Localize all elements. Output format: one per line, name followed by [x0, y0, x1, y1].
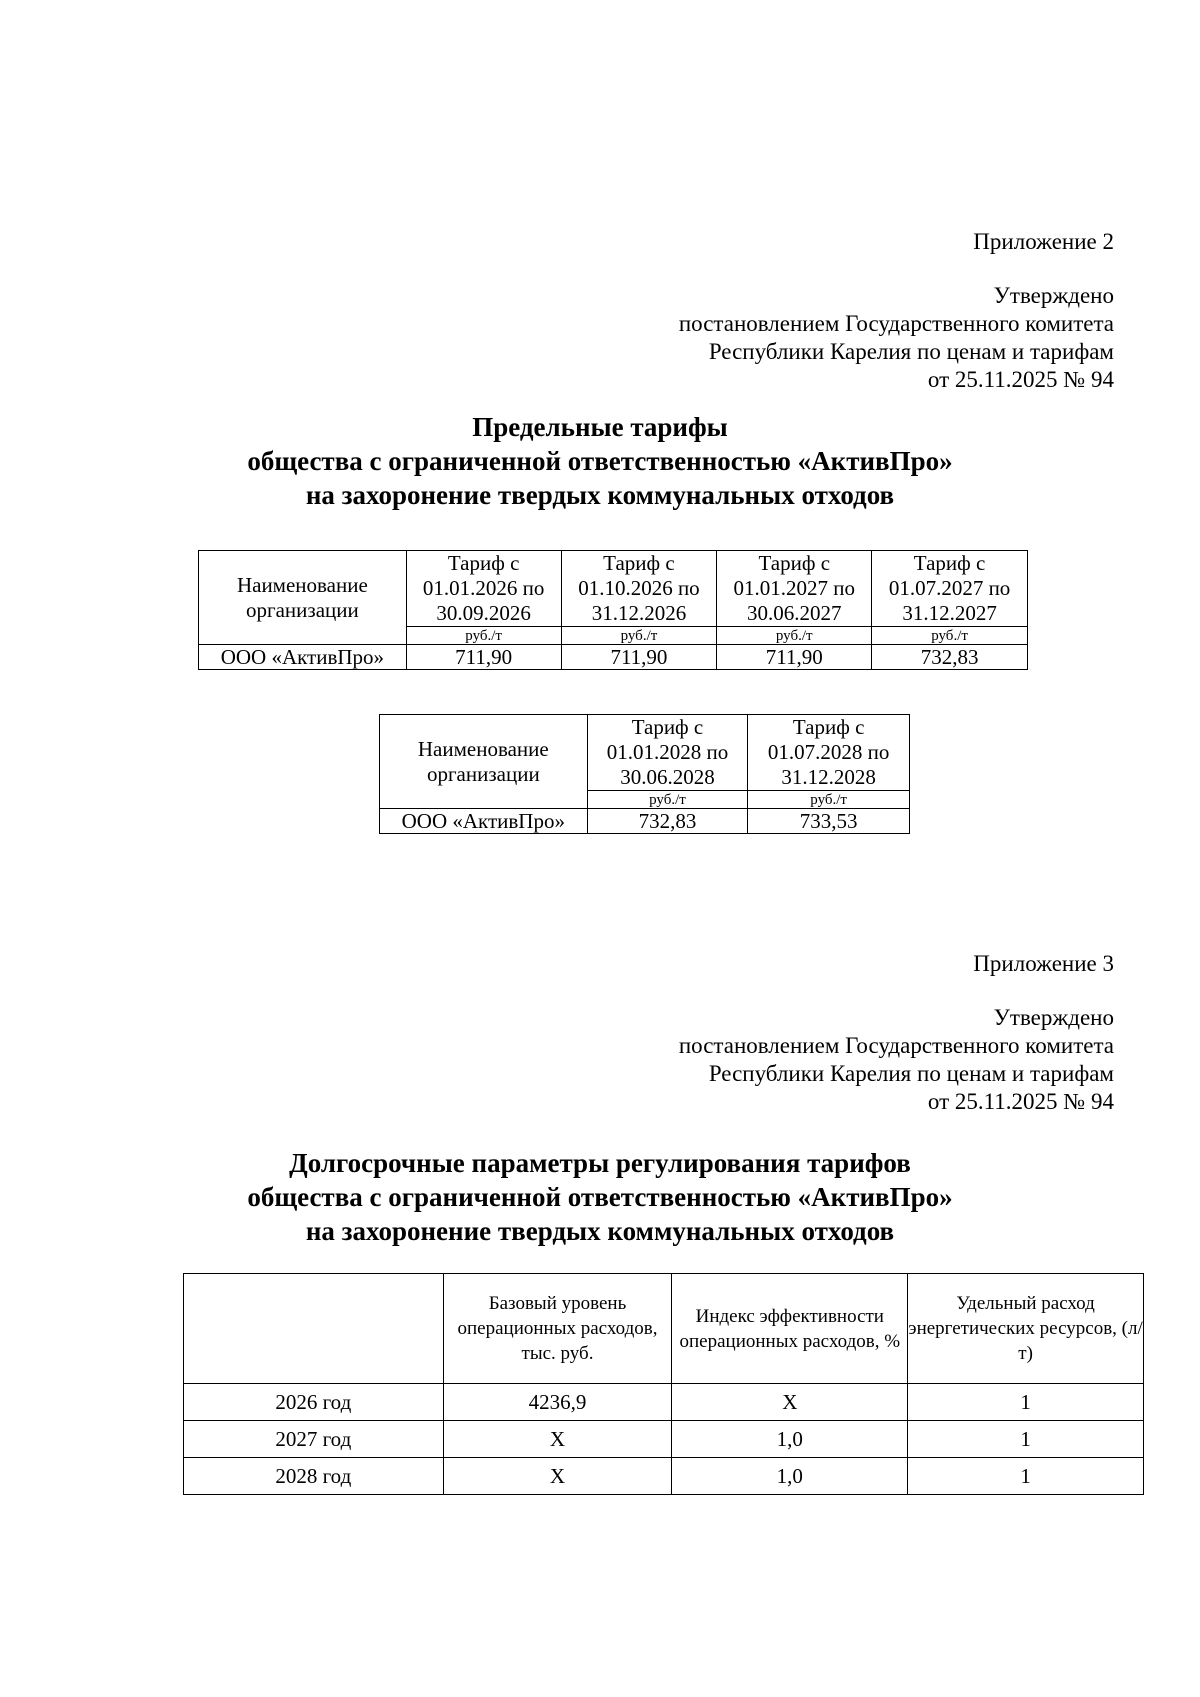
tariff-value-cell: 711,90 [717, 645, 872, 670]
param-value-cell: 1 [908, 1384, 1144, 1421]
appendix-3-label: Приложение 3 [973, 951, 1114, 976]
param-value-cell: X [443, 1421, 672, 1458]
tariff-period-header: Тариф с 01.07.2028 по 31.12.2028 [748, 715, 910, 791]
unit-cell: руб./т [406, 627, 561, 645]
empty-header-cell [184, 1274, 444, 1384]
table-row [184, 1421, 1144, 1458]
org-name-cell: ООО «АктивПро» [380, 809, 588, 834]
param-header: Удельный расход энергетических ресурсов, (л/т) [908, 1274, 1144, 1384]
tariff-value-cell: 732,83 [587, 809, 748, 834]
tariff-value-cell: 711,90 [406, 645, 561, 670]
param-header: Базовый уровень операционных расходов, тыс. руб. [443, 1274, 672, 1384]
appendix-3-title: Долгосрочные параметры регулирования тарифов общества с ограниченной ответственностью «АктивПро» на захоронение твердых коммунальных отходов [247, 1148, 953, 1246]
unit-cell: руб./т [872, 627, 1028, 645]
param-value-cell: 1,0 [672, 1458, 908, 1495]
org-name-cell: ООО «АктивПро» [199, 645, 407, 670]
table-row [184, 1458, 1144, 1495]
tariff-period-header: Тариф с 01.01.2026 по 30.09.2026 [406, 551, 561, 627]
tariff-table-1 [198, 550, 1028, 670]
unit-cell: руб./т [748, 791, 910, 809]
approval-block-2: Утверждено постановлением Государственного комитета Республики Карелия по ценам и тарифам от 25.11.2025 № 94 [678, 283, 1114, 392]
tariff-period-header: Тариф с 01.10.2026 по 31.12.2026 [561, 551, 717, 627]
param-header: Индекс эффективности операционных расходов, % [672, 1274, 908, 1384]
param-value-cell: X [443, 1458, 672, 1495]
appendix-2-title: Предельные тарифы общества с ограниченной ответственностью «АктивПро» на захоронение твердых коммунальных отходов [247, 412, 953, 510]
regulation-params-table [183, 1273, 1144, 1495]
tariff-period-header: Тариф с 01.07.2027 по 31.12.2027 [872, 551, 1028, 627]
param-value-cell: 1,0 [672, 1421, 908, 1458]
param-value-cell: 4236,9 [443, 1384, 672, 1421]
param-value-cell: 1 [908, 1458, 1144, 1495]
table-row [184, 1384, 1144, 1421]
unit-cell: руб./т [561, 627, 717, 645]
year-cell: 2028 год [184, 1458, 444, 1495]
tariff-period-header: Тариф с 01.01.2028 по 30.06.2028 [587, 715, 748, 791]
org-header: Наименование организации [199, 551, 407, 645]
tariff-period-header: Тариф с 01.01.2027 по 30.06.2027 [717, 551, 872, 627]
tariff-value-cell: 711,90 [561, 645, 717, 670]
tariff-value-cell: 732,83 [872, 645, 1028, 670]
year-cell: 2026 год [184, 1384, 444, 1421]
tariff-table-2 [379, 714, 910, 834]
appendix-2-label: Приложение 2 [973, 229, 1114, 254]
org-header: Наименование организации [380, 715, 588, 809]
param-value-cell: 1 [908, 1421, 1144, 1458]
tariff-value-cell: 733,53 [748, 809, 910, 834]
unit-cell: руб./т [587, 791, 748, 809]
approval-block-3: Утверждено постановлением Государственного комитета Республики Карелия по ценам и тарифам от 25.11.2025 № 94 [678, 1005, 1114, 1114]
param-value-cell: X [672, 1384, 908, 1421]
year-cell: 2027 год [184, 1421, 444, 1458]
unit-cell: руб./т [717, 627, 872, 645]
